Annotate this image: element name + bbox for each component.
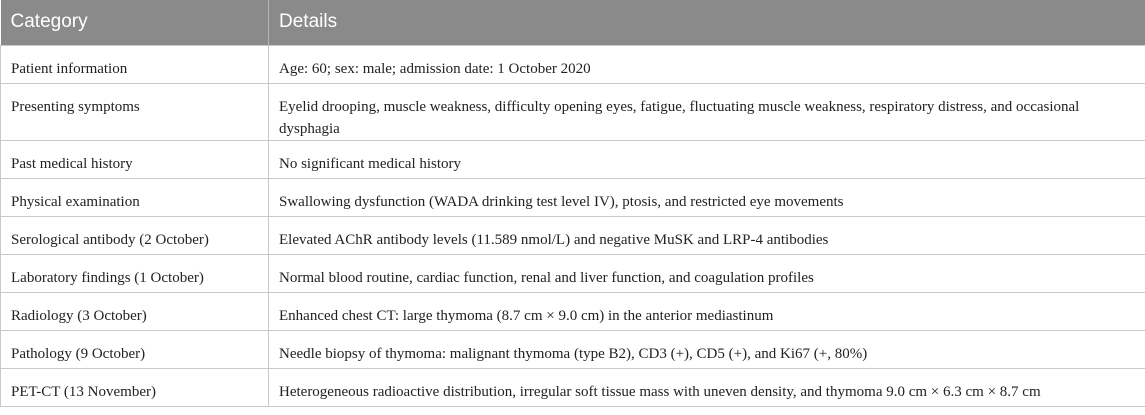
table-row <box>1 254 1145 292</box>
row-details: Heterogeneous radioactive distribution, irregular soft tissue mass with uneven density, and thymoma 9.0 cm × 6.3 cm × 8.7 cm <box>269 368 1145 406</box>
row-details: Elevated AChR antibody levels (11.589 nmol/L) and negative MuSK and LRP-4 antibodies <box>269 216 1145 254</box>
header-category: Category <box>1 0 269 45</box>
row-category: Radiology (3 October) <box>1 292 269 330</box>
row-category: Physical examination <box>1 178 269 216</box>
row-details: Eyelid drooping, muscle weakness, difficulty opening eyes, fatigue, fluctuating muscle weakness, respiratory distress, and occasional dysphagia <box>269 83 1145 140</box>
row-category: Patient information <box>1 45 269 83</box>
row-category: Serological antibody (2 October) <box>1 216 269 254</box>
row-details: Swallowing dysfunction (WADA drinking test level IV), ptosis, and restricted eye movements <box>269 178 1145 216</box>
table-row <box>1 178 1145 216</box>
table-row <box>1 292 1145 330</box>
row-category: Pathology (9 October) <box>1 330 269 368</box>
row-details: Needle biopsy of thymoma: malignant thymoma (type B2), CD3 (+), CD5 (+), and Ki67 (+, 80%) <box>269 330 1145 368</box>
table-row <box>1 216 1145 254</box>
row-details: No significant medical history <box>269 140 1145 178</box>
table-row <box>1 83 1145 140</box>
row-category: Past medical history <box>1 140 269 178</box>
table-row <box>1 140 1145 178</box>
row-details: Age: 60; sex: male; admission date: 1 October 2020 <box>269 45 1145 83</box>
header-details: Details <box>269 0 1145 45</box>
table-row <box>1 45 1145 83</box>
table-row <box>1 368 1145 406</box>
row-category: Presenting symptoms <box>1 83 269 140</box>
row-category: Laboratory findings (1 October) <box>1 254 269 292</box>
table-row <box>1 330 1145 368</box>
row-details: Normal blood routine, cardiac function, renal and liver function, and coagulation profiles <box>269 254 1145 292</box>
row-category: PET-CT (13 November) <box>1 368 269 406</box>
row-details: Enhanced chest CT: large thymoma (8.7 cm × 9.0 cm) in the anterior mediastinum <box>269 292 1145 330</box>
table-header-row <box>1 0 1145 45</box>
